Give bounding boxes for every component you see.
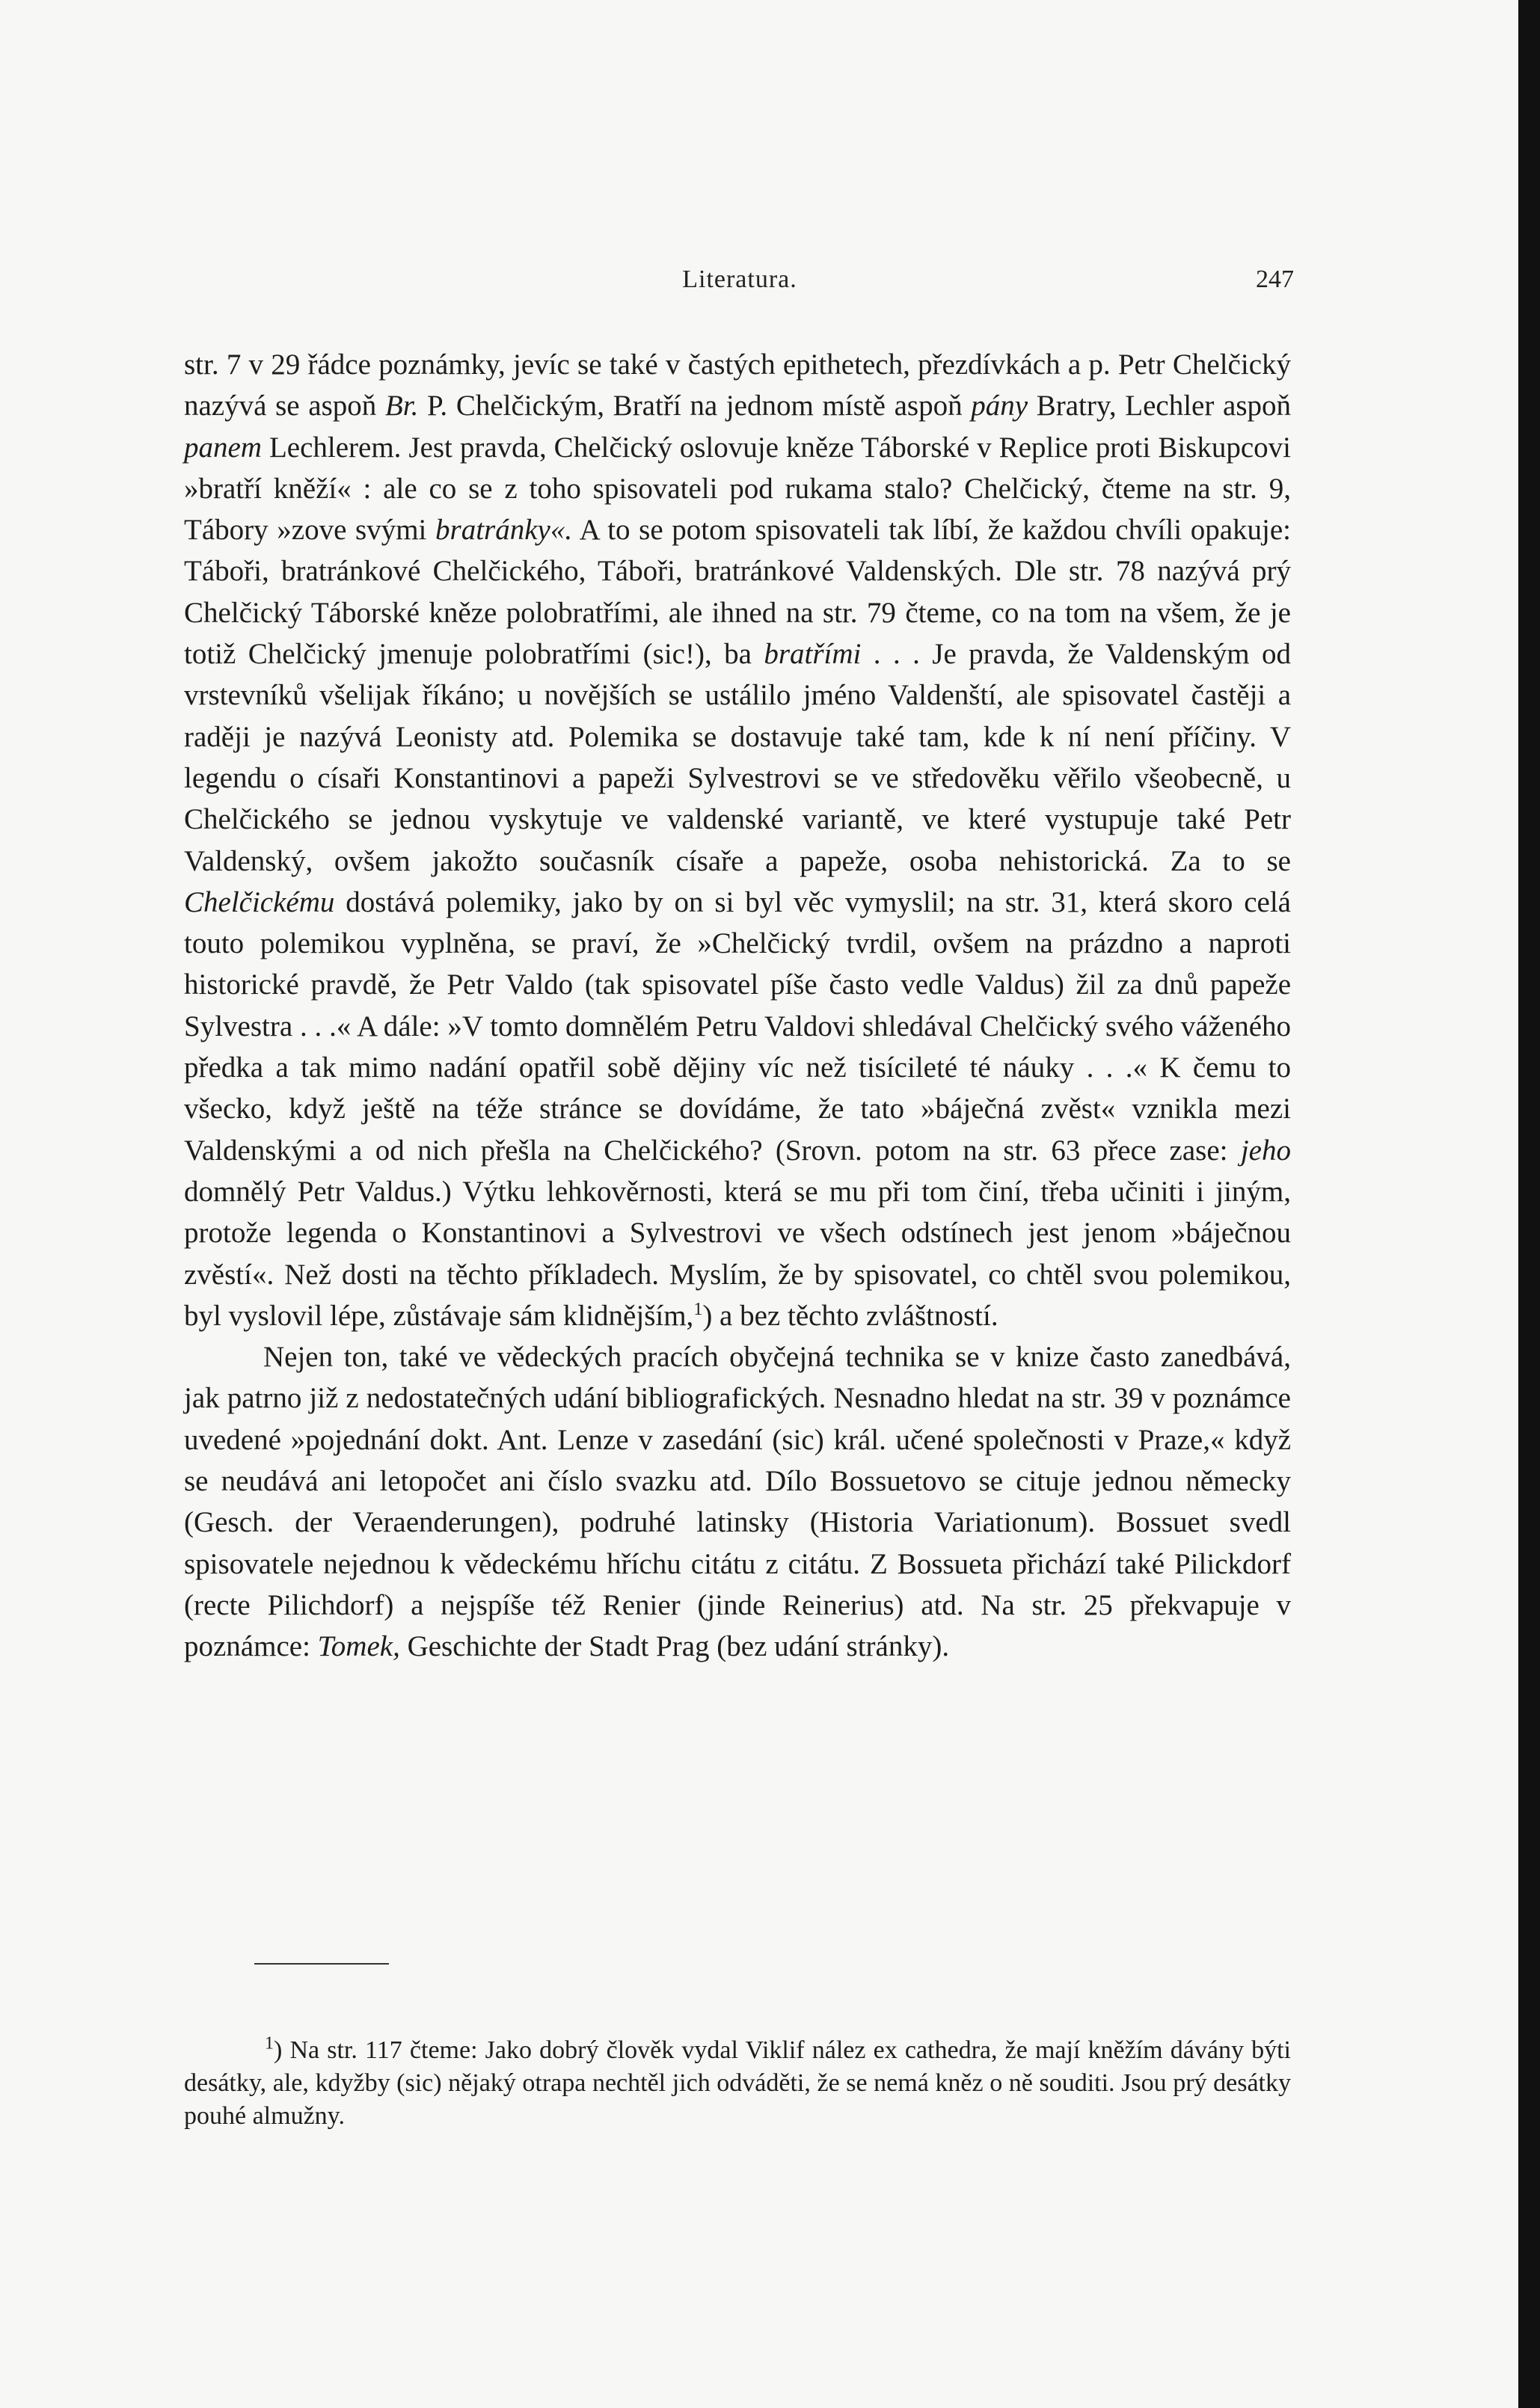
italic-text: jeho: [1240, 1134, 1291, 1167]
italic-text: bratránky«.: [435, 514, 573, 547]
italic-text: Br.: [384, 390, 419, 423]
text-run: str. 7 v 29 řádce poznámky, jevíc se také v častých epithetech, přezdívkách a p. Petr Chelčický nazývá se aspoň: [184, 348, 1291, 423]
text-run: dostává polemiky, jako by on si byl věc vymyslil; na str. 31, která skoro celá touto polemikou vyplněna, se praví, že »Chelčický tvrdil, ovšem na prázdno a naproti historické pravdě, že Petr Valdo (tak spisovatel píše často vedle Valdus) žil za dnů papeže Sylvestra . . .« A dále: »V tomto domnělém Petru Valdovi shledával Chelčický svého váženého předka a tak mimo nadání opatřil sobě dějiny víc než tisícileté té náuky . . .« K čemu to všecko, když ještě na téže stránce se dovídáme, že tato »báječná zvěst« vznikla mezi Valdenskými a od nich přešla na Chelčického? (Srovn. potom na str. 63 přece zase:: [184, 885, 1291, 1167]
italic-text: Tomek,: [317, 1630, 400, 1663]
text-run: Nejen ton, také ve vědeckých pracích obyčejná technika se v knize často zanedbává, jak patrno již z nedostatečných udání bibliografických. Nesnadno hledat na str. 39 v poznámce uvedené »pojednání dokt. Ant. Lenze v zasedání (sic) král. učené společnosti v Praze,« když se neudává ani letopočet ani číslo svazku atd. Dílo Bossuetovo se cituje jednou německy (Gesch. der Veraenderungen), podruhé latinsky (Historia Variationum). Bossuet svedl spisovatele nejednou k vědeckému hříchu citátu z citátu. Z Bossueta přichází také Pilickdorf (recte Pilichdorf) a nejspíše též Renier (jinde Reinerius) atd. Na str. 25 překvapuje v poznámce:: [184, 1341, 1291, 1663]
body-text: [184, 344, 1291, 1668]
text-run: A to se potom spisovateli tak líbí, že každou chvíli opakuje: Táboři, bratránkové Chelčického, Táboři, bratránkové Valdenských. Dle str. 78 nazývá prý Chelčický Táborské kněze polobratřími, ale ihned na str. 79 čteme, co na tom na všem, že je totiž Chelčický jmenuje polobratřími (sic!), ba: [184, 514, 1292, 671]
paragraph: [184, 1336, 1291, 1667]
text-run: domnělý Petr Valdus.) Výtku lehkověrnosti, která se mu při tom činí, třeba učiniti i jiným, protože legenda o Konstantinovi a Sylvestrovi ve všech odstínech jest jenom »báječnou zvěstí«. Než dosti na těchto příkladech. Myslím, že by spisovatel, co chtěl svou polemikou, byl vyslovil lépe, zůstávaje sám klidnějším,: [184, 1175, 1291, 1332]
text-run: . . . Je pravda, že Valdenským od vrstevníků všelijak říkáno; u novějších se ustálilo jméno Valdenští, ale spisovatel častěji a raději je nazývá Leonisty atd. Polemika se dostavuje také tam, kde k ní není příčiny. V legendu o císaři Konstantinovi a papeži Sylvestrovi se ve středověku věřilo všeobecně, u Chelčického se jednou vyskytuje ve valdenské variantě, ve které vystupuje také Petr Valdenský, ovšem jakožto současník císaře a papeže, osoba nehistorická. Za to se: [184, 638, 1291, 877]
italic-text: Chelčickému: [184, 885, 335, 918]
italic-text: panem: [184, 431, 262, 464]
footnote: [184, 2034, 1291, 2133]
italic-text: bratřími: [764, 638, 862, 671]
page-number: 247: [1256, 265, 1294, 293]
text-run: P. Chelčickým, Bratří na jednom místě aspoň: [418, 390, 972, 423]
header-title: Literatura.: [682, 265, 797, 293]
italic-text: pány: [971, 390, 1028, 423]
footnote-divider: [254, 1963, 389, 1965]
text-run: ) a bez těchto zvláštností.: [702, 1299, 998, 1332]
footnote-marker: 1: [693, 1299, 703, 1319]
running-header: [185, 265, 1294, 303]
text-run: Bratry, Lechler aspoň: [1028, 390, 1291, 423]
footnote-marker: 1: [265, 2033, 274, 2054]
text-run: ) Na str. 117 čteme: Jako dobrý člověk vydal Viklif nález ex cathedra, že mají kněžím dávány býti desátky, ale, kdyžby (sic) nějaký otrapa nechtěl jich odváděti, že se nemá kněz o ně souditi. Jsou prý desátky pouhé almužny.: [184, 2036, 1291, 2130]
paragraph: [184, 344, 1291, 1336]
scan-edge: [1518, 0, 1540, 2408]
footnote-paragraph: [184, 2034, 1291, 2133]
text-run: Lechlerem. Jest pravda, Chelčický oslovuje kněze Táborské v Replice proti Biskupcovi »bratří kněží« : ale co se z toho spisovateli pod rukama stalo? Chelčický, čteme na str. 9, Tábory »zove svými: [184, 431, 1291, 547]
text-run: Geschichte der Stadt Prag (bez udání stránky).: [399, 1630, 950, 1663]
